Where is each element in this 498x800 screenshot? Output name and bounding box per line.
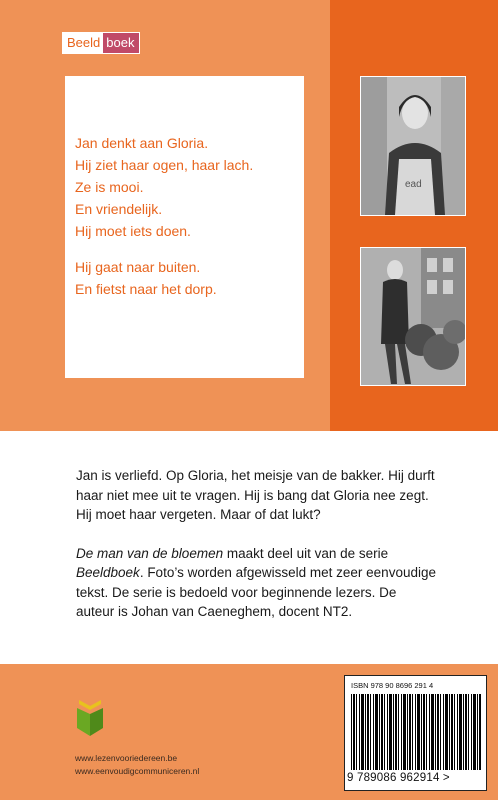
excerpt-line: Ze is mooi. xyxy=(75,179,144,195)
photo-woman xyxy=(360,76,466,216)
series-logo-part2: boek xyxy=(103,33,139,53)
series-name: Beeldboek xyxy=(76,565,140,580)
blurb-text: maakt deel uit van de serie xyxy=(223,545,389,561)
publisher-urls xyxy=(75,752,199,778)
publisher-url[interactable]: www.lezenvooriedereen.be xyxy=(75,753,178,763)
excerpt-line: Hij ziet haar ogen, haar lach. xyxy=(75,157,254,173)
photo-man-flowers xyxy=(360,247,466,386)
barcode-digits: 9 789086 962914 > xyxy=(347,772,450,784)
excerpt-line: En vriendelijk. xyxy=(75,201,163,217)
photo-man-illustration xyxy=(361,248,465,385)
blurb-paragraph-1: Jan is verliefd. Op Gloria, het meisje van de bakker. Hij durft haar niet mee uit te vragen. Hij is bang dat Gloria nee zegt. Hij moet haar vergeten. Maar of dat lukt? xyxy=(76,468,435,522)
excerpt-line: Hij moet iets doen. xyxy=(75,223,191,239)
excerpt-line: Jan denkt aan Gloria. xyxy=(75,135,209,151)
excerpt-text xyxy=(75,132,300,300)
book-title: De man van de bloemen xyxy=(76,545,224,561)
svg-text:ead: ead xyxy=(405,179,422,190)
blurb-text: . Foto’s worden afgewisseld met zeer eenvoudige tekst. De serie is bedoeld voor beginnende lezers. De auteur is Johan van Caeneghem, docent NT2. xyxy=(76,565,436,619)
publisher-logo-icon xyxy=(75,698,105,736)
blurb-paragraph-2 xyxy=(76,544,436,622)
series-logo xyxy=(62,32,140,54)
series-logo-part1: Beeld xyxy=(63,33,103,53)
back-cover-blurb xyxy=(76,466,436,622)
barcode xyxy=(344,675,487,791)
publisher-url[interactable]: www.eenvoudigcommuniceren.nl xyxy=(75,766,200,776)
excerpt-line: En fietst naar het dorp. xyxy=(75,281,217,297)
photo-woman-illustration xyxy=(361,77,465,215)
isbn-label: ISBN 978 90 8696 291 4 xyxy=(351,681,434,690)
excerpt-card xyxy=(65,76,304,378)
excerpt-line: Hij gaat naar buiten. xyxy=(75,259,201,275)
barcode-bars xyxy=(351,694,481,770)
